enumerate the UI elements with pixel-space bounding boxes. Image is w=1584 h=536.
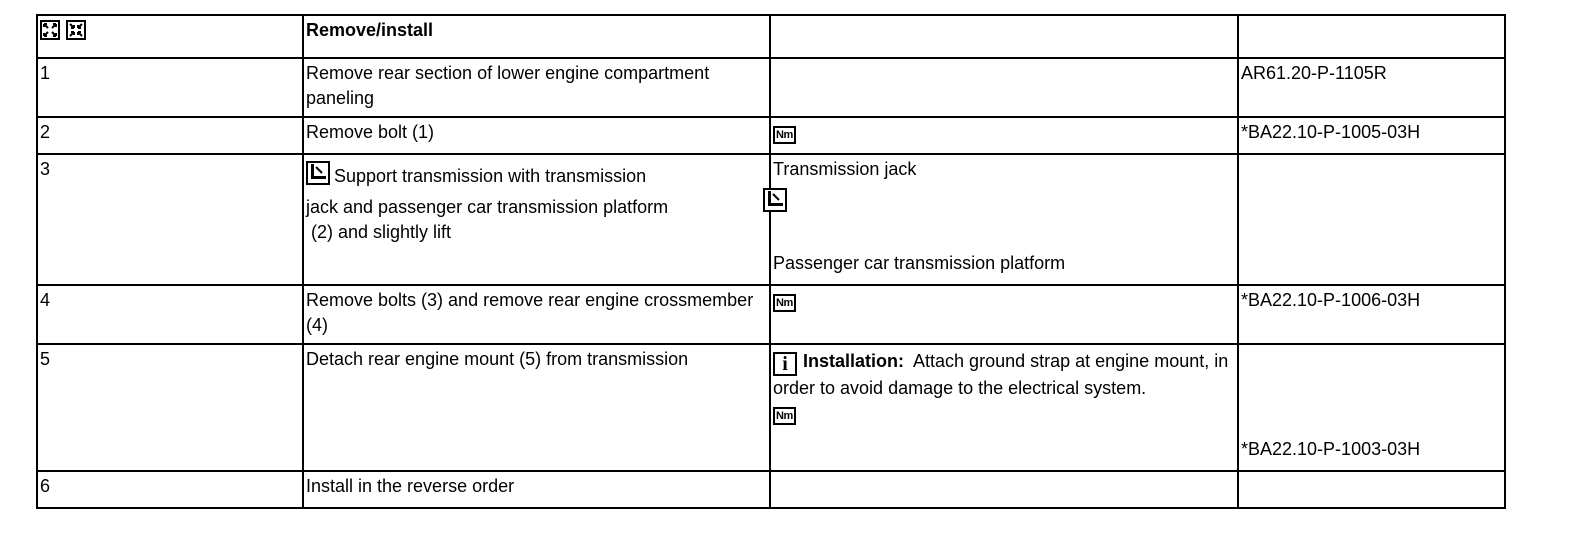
installation-label: Installation: xyxy=(803,351,905,371)
table-row xyxy=(37,344,1505,471)
header-empty-cell xyxy=(770,15,1238,58)
installation-note: Attach ground strap at engine mount, in order to avoid damage to the electrical system. xyxy=(773,351,1229,398)
step-number: 1 xyxy=(37,58,303,117)
step-text: Remove bolts (3) and remove rear engine crossmember (4) xyxy=(303,285,770,344)
reference-cell xyxy=(1238,344,1505,471)
reference-empty-cell xyxy=(1238,154,1505,285)
expand-collapse-cell xyxy=(37,15,303,58)
notes-cell xyxy=(770,344,1238,471)
info-icon[interactable]: i xyxy=(773,352,797,376)
procedure-table xyxy=(36,14,1506,509)
step-text-line: jack and passenger car transmission platform xyxy=(306,197,669,217)
step-text: Install in the reverse order xyxy=(303,471,770,508)
tool-name: Transmission jack xyxy=(773,159,917,179)
step-text-line: (2) and slightly lift xyxy=(311,222,452,242)
table-row xyxy=(37,285,1505,344)
step-number: 2 xyxy=(37,117,303,154)
step-text: Remove rear section of lower engine compartment paneling xyxy=(303,58,770,117)
reference-link[interactable]: AR61.20-P-1105R xyxy=(1238,58,1505,117)
step-number: 5 xyxy=(37,344,303,471)
special-tool-icon[interactable] xyxy=(763,188,787,212)
step-text-line: Support transmission with transmission xyxy=(334,166,647,186)
header-empty-cell xyxy=(1238,15,1505,58)
reference-empty-cell xyxy=(1238,471,1505,508)
table-row xyxy=(37,154,1505,285)
notes-cell xyxy=(770,58,1238,117)
step-number: 3 xyxy=(37,154,303,285)
step-number: 4 xyxy=(37,285,303,344)
notes-cell xyxy=(770,117,1238,154)
section-title: Remove/install xyxy=(303,15,770,58)
table-row xyxy=(37,58,1505,117)
reference-link[interactable]: *BA22.10-P-1005-03H xyxy=(1238,117,1505,154)
reference-link[interactable]: *BA22.10-P-1006-03H xyxy=(1238,285,1505,344)
notes-cell xyxy=(770,471,1238,508)
torque-nm-icon[interactable]: Nm xyxy=(773,407,796,425)
table-row xyxy=(37,117,1505,154)
reference-link[interactable]: *BA22.10-P-1003-03H xyxy=(1241,439,1421,459)
special-tool-icon[interactable] xyxy=(306,161,330,185)
torque-nm-icon[interactable]: Nm xyxy=(773,126,796,144)
tool-name: Passenger car transmission platform xyxy=(773,253,1066,273)
expand-all-icon[interactable] xyxy=(40,20,60,40)
table-header-row xyxy=(37,15,1505,58)
step-text: Detach rear engine mount (5) from transmission xyxy=(303,344,770,471)
notes-cell xyxy=(770,285,1238,344)
tools-cell xyxy=(770,154,1238,285)
torque-nm-icon[interactable]: Nm xyxy=(773,294,796,312)
step-text: Remove bolt (1) xyxy=(303,117,770,154)
step-text-cell xyxy=(303,154,770,285)
collapse-all-icon[interactable] xyxy=(66,20,86,40)
table-row xyxy=(37,471,1505,508)
step-number: 6 xyxy=(37,471,303,508)
